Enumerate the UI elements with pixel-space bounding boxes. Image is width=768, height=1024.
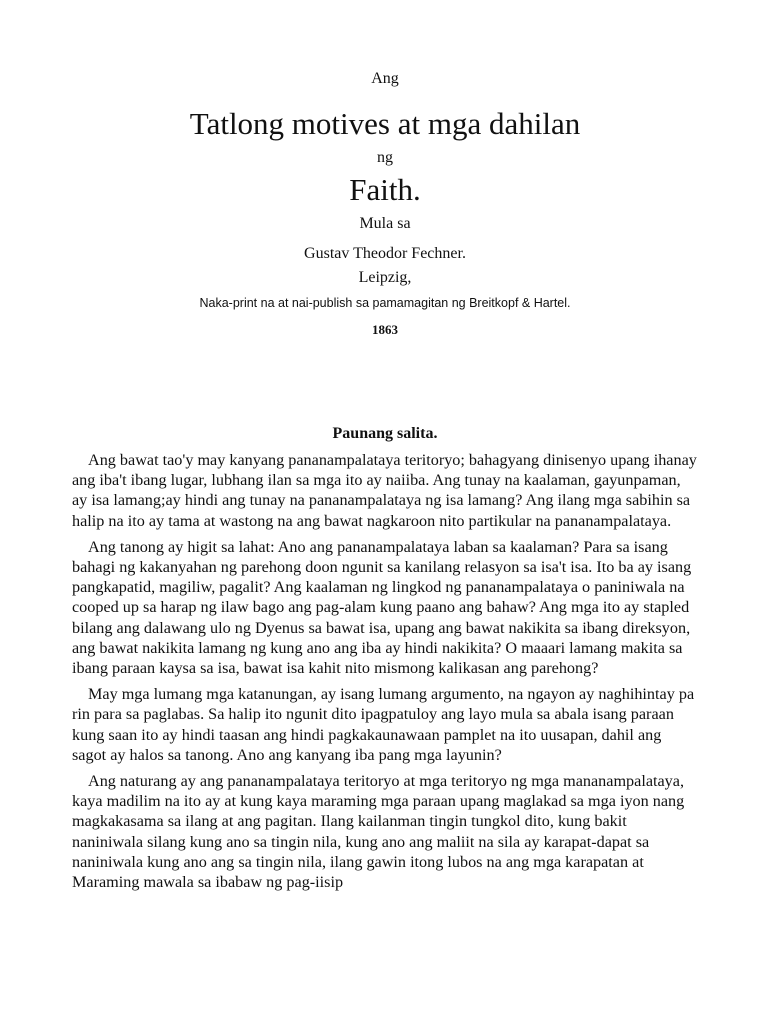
author-prefix: Mula sa [359,215,411,232]
publication-year: 1863 [372,322,398,337]
title-connector: ng [377,149,393,166]
publication-city: Leipzig, [358,269,412,286]
preface-heading: Paunang salita. [332,425,438,442]
document-subtitle: Faith. [349,172,421,207]
preface-body [72,450,698,898]
preface-paragraph: Ang bawat tao'y may kanyang pananampalataya teritoryo; bahagyang dinisenyo upang ihanay ang iba't ibang lugar, lubhang ilan sa mga ito ay naiiba. Ang tunay na kaalaman, gayunpaman, ay isa lamang;ay hindi ang tunay na pananampalataya ng isa lamang? Ang ilang mga sabihin sa halip na ito ay tama at wastong na ang bawat nagkaroon nito partikular na pananampalataya. [72,451,697,530]
preface-paragraph: Ang naturang ay ang pananampalataya teritoryo at mga teritoryo ng mga mananampalataya, kaya madilim na ito ay at kung kaya maraming mga paraan upang maglakad sa mga iyon nang magkakasama sa ilang at ang pagitan. Ilang kailanman tingin tungkol dito, kung bakit naniniwala silang kung ano sa tingin nila, kung ano ang maliit na sila ay karapat-dapat sa naniniwala kung ano ang sa tingin nila, ilang gawin itong lubos na ang mga karapatan at Maraming mawala sa ibabaw ng pag-iisip [72,772,685,892]
publisher-line: Naka-print na at nai-publish sa pamamagitan ng Breitkopf & Hartel. [199,296,571,310]
title-prefix: Ang [371,70,399,87]
document-page [72,0,698,1024]
preface-paragraph: May mga lumang mga katanungan, ay isang lumang argumento, na ngayon ay naghihintay pa rin para sa paglabas. Sa halip ito ngunit dito ipagpatuloy ang layo mula sa abala isang paraan kung saan ito ay hindi taasan ang hindi pagkakaunawaan pamplet na ito uusapan, dahil ang sagot ay halos sa tanong. Ano ang kanyang iba pang mga layunin? [72,685,695,764]
document-title: Tatlong motives at mga dahilan [189,106,581,141]
author-name: Gustav Theodor Fechner. [304,245,466,262]
preface-paragraph: Ang tanong ay higit sa lahat: Ano ang pananampalataya laban sa kaalaman? Para sa isang bahagi ng kakanyahan ng parehong doon ngunit sa kanilang relasyon sa isa't isa. Ito ba ay isang pangkapatid, magiliw, pagalit? Ang kaalaman ng lingkod ng pananampalataya o paniniwala na cooped up sa harap ng ilaw bago ang pag-alam kung paano ang bahaw? Ang mga ito ay stapled bilang ang dalawang ulo ng Dyenus sa bawat isa, upang ang bawat nakikita sa ibang direksyon, ang bawat nakikita lamang ng kung ano ang iba ay hindi nakikita? O maaari lamang makita sa ibang paraan kaysa sa isa, bawat isa kahit nito mismong kalikasan ang parehong? [72,537,692,678]
